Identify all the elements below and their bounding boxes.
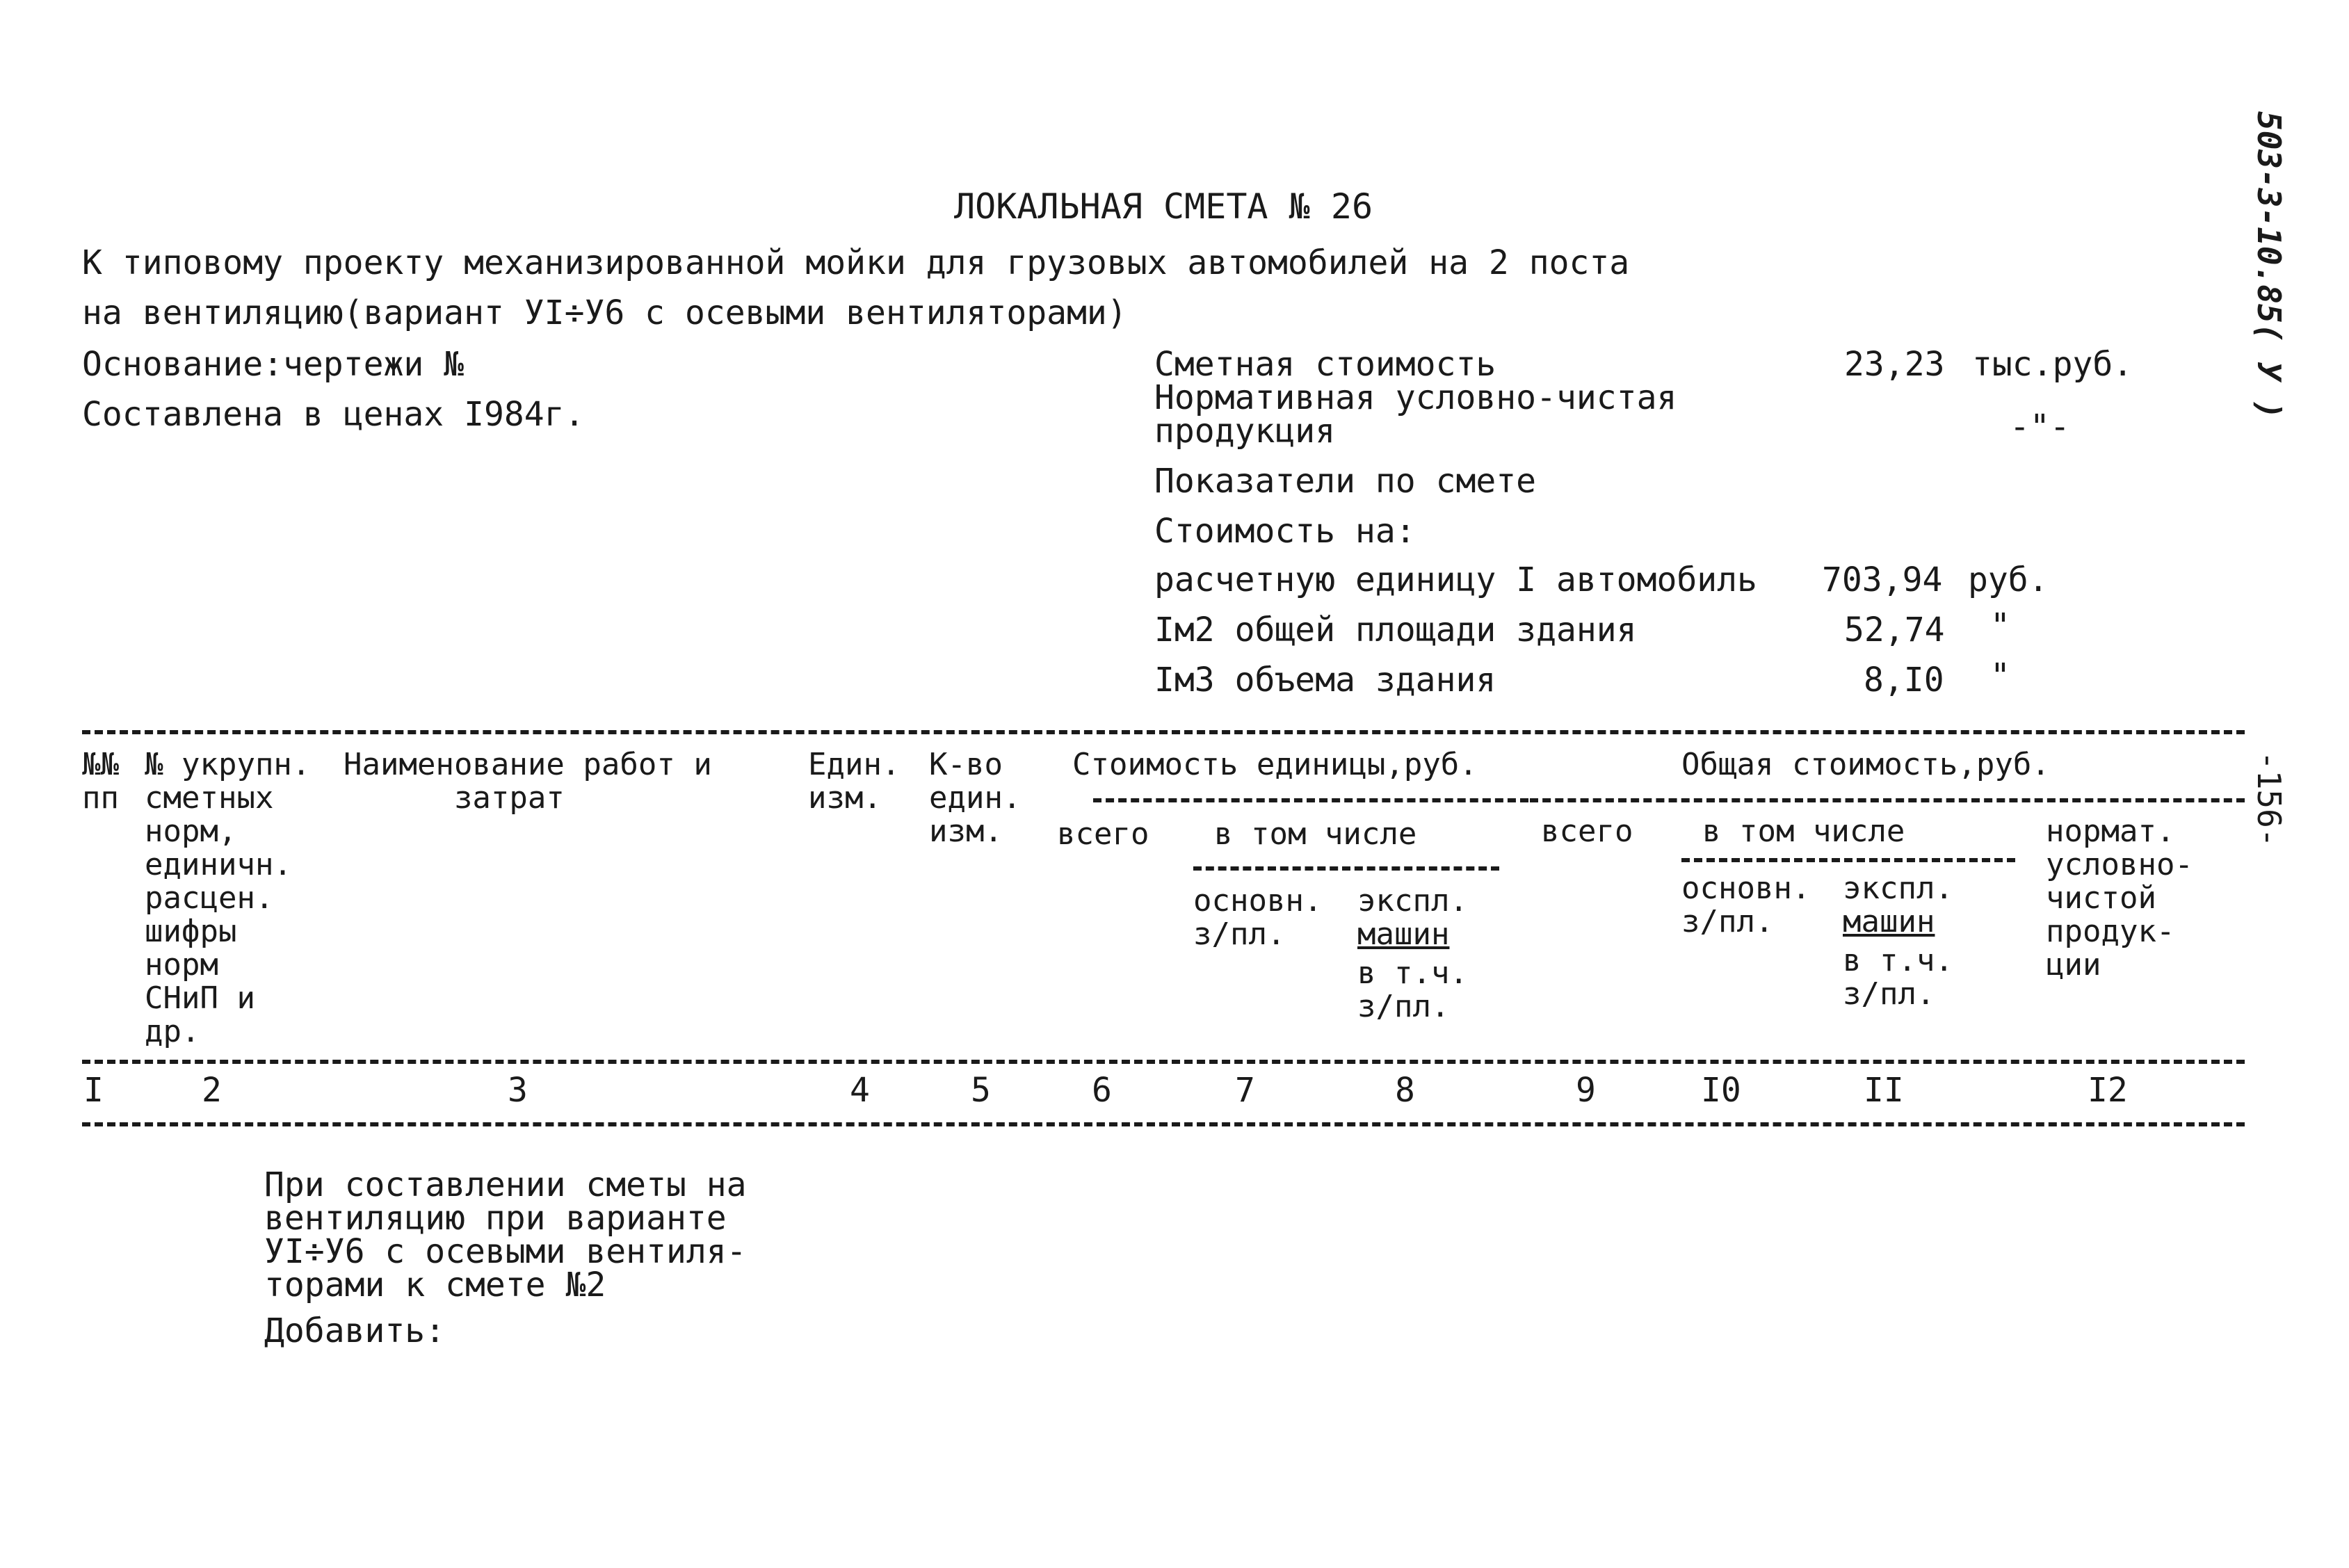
- subtitle-line-2: на вентиляцию(вариант УI÷У6 с осевыми вентиляторами): [82, 293, 1127, 332]
- column-number: 2: [202, 1071, 222, 1110]
- estimated-cost-label: Сметная стоимость: [1154, 345, 1496, 384]
- column-numbers-bottom-rule: [82, 1122, 2245, 1126]
- indicator-unit: руб.: [1968, 560, 2049, 599]
- column-number: II: [1864, 1071, 1904, 1110]
- header-work-name: Наименование работ и затрат: [344, 747, 712, 816]
- indicator-value: 703,94: [1822, 560, 1943, 599]
- header-row-number: №№ пп: [82, 747, 119, 816]
- header-unit-machines: экспл.: [1357, 883, 1468, 919]
- column-number: I: [83, 1071, 104, 1110]
- header-total-machines-pay: в т.ч. з/пл.: [1843, 943, 1953, 1012]
- table-top-rule: [82, 730, 2245, 734]
- add-label: Добавить:: [264, 1311, 446, 1350]
- indicator-value: 8,I0: [1864, 661, 1944, 700]
- header-total-machines: экспл.: [1843, 871, 1953, 906]
- indicators-label: Показатели по смете: [1154, 462, 1537, 501]
- table-header-bottom-rule: [82, 1060, 2245, 1064]
- header-total-machines-b: машин: [1843, 904, 1935, 939]
- header-total-all: всего: [1541, 814, 1633, 849]
- indicator-unit: ": [1990, 606, 2010, 645]
- column-number: 7: [1235, 1071, 1255, 1110]
- header-total-including: в том числе: [1702, 814, 1905, 849]
- column-number: 9: [1576, 1071, 1596, 1110]
- column-number: I0: [1701, 1071, 1741, 1110]
- header-quantity: К-во един. изм.: [929, 747, 1022, 849]
- column-number: 5: [971, 1071, 991, 1110]
- indicator-value: 52,74: [1844, 611, 1945, 649]
- header-unit-machines-pay: в т.ч. з/пл.: [1357, 955, 1468, 1024]
- indicator-label: Iм2 общей площади здания: [1154, 611, 1637, 649]
- total-cost-rule: [1530, 798, 2245, 802]
- header-unit-base-pay: основн. з/пл.: [1193, 883, 1323, 952]
- cost-per-label: Стоимость на:: [1154, 512, 1416, 551]
- column-number: 3: [508, 1071, 528, 1110]
- subtitle-line-1: К типовому проекту механизированной мойки для грузовых автомобилей на 2 поста: [82, 243, 1630, 282]
- header-total-cost: Общая стоимость,руб.: [1681, 747, 2050, 782]
- normative-label-2: продукция: [1154, 412, 1336, 451]
- document-title: ЛОКАЛЬНАЯ СМЕТА № 26: [954, 186, 1373, 227]
- header-unit-machines-b: машин: [1357, 916, 1450, 952]
- body-note: При составлении сметы на вентиляцию при варианте УI÷У6 с осевыми вентиля- торами к смете №2: [264, 1165, 747, 1304]
- header-unit: Един. изм.: [808, 747, 901, 816]
- indicator-unit: ": [1990, 656, 2010, 695]
- normative-value: -"-: [2010, 407, 2070, 446]
- header-unit-cost: Стоимость единицы,руб.: [1072, 747, 1478, 782]
- header-norm-code: № укрупн. сметных норм, единичн. расцен. шифры норм СНиП и др.: [145, 747, 311, 1049]
- total-incl-rule: [1681, 858, 2015, 862]
- header-unit-including: в том числе: [1214, 816, 1417, 852]
- unit-incl-rule: [1193, 866, 1499, 871]
- column-number: 8: [1395, 1071, 1415, 1110]
- normative-label-1: Нормативная условно-чистая: [1154, 378, 1677, 417]
- unit-cost-rule: [1093, 798, 1528, 802]
- header-total-base-pay: основн. з/пл.: [1681, 871, 1811, 939]
- page-number: -156-: [2250, 751, 2288, 848]
- column-number: 4: [850, 1071, 870, 1110]
- indicator-label: расчетную единицу I автомобиль: [1154, 560, 1757, 599]
- header-normative-product: нормат. условно- чистой продук- ции: [2046, 814, 2193, 983]
- header-unit-total: всего: [1057, 816, 1149, 852]
- document-code-stamp: 503-3-10.85( У ): [2250, 111, 2288, 420]
- basis-text: Основание:чертежи №: [82, 345, 465, 384]
- indicator-label: Iм3 объема здания: [1154, 661, 1496, 700]
- prices-text: Составлена в ценах I984г.: [82, 395, 585, 434]
- column-number: I2: [2088, 1071, 2128, 1110]
- estimated-cost-unit: тыс.руб.: [1972, 345, 2133, 384]
- estimated-cost-value: 23,23: [1844, 345, 1945, 384]
- column-number: 6: [1092, 1071, 1112, 1110]
